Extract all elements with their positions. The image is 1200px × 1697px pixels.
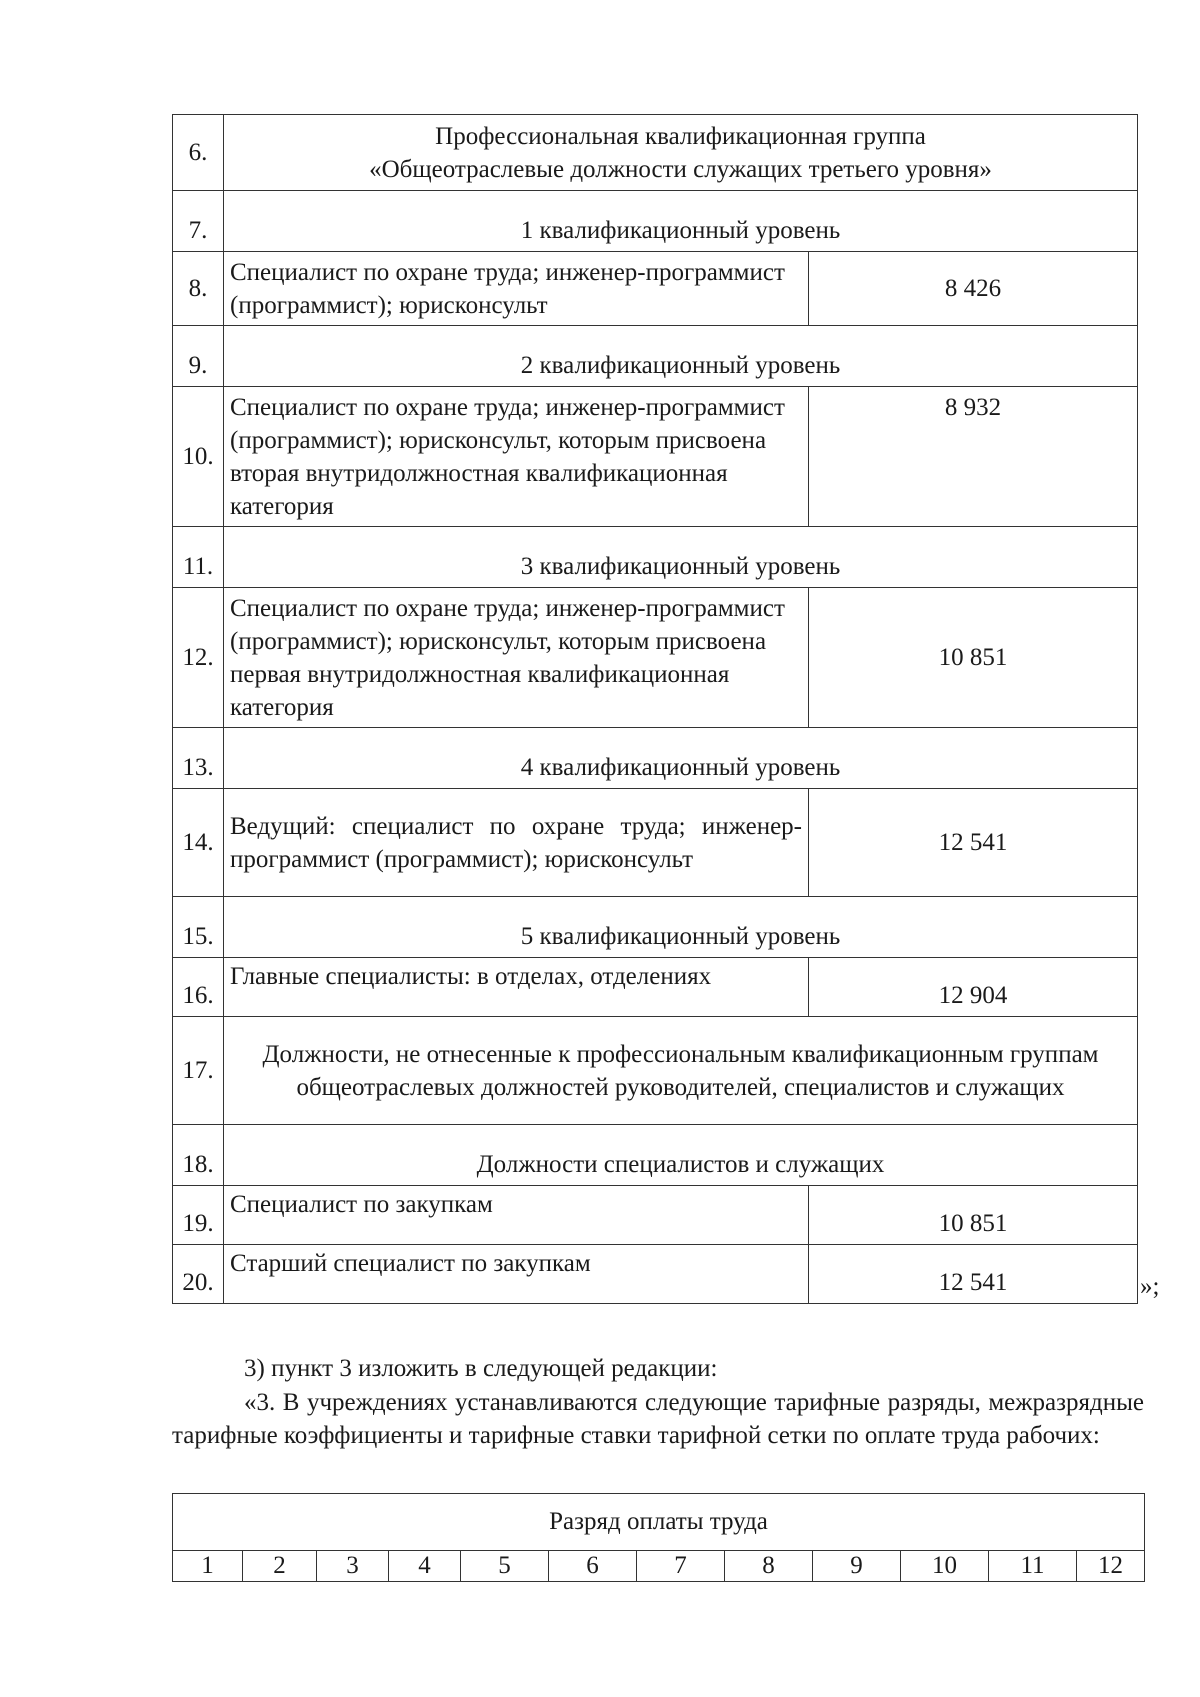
level-header: 4 квалификационный уровень	[224, 728, 1138, 789]
group-header	[224, 115, 1138, 191]
table-row	[173, 191, 1138, 252]
header-line: Профессиональная квалификационная группа	[435, 122, 926, 150]
grade-table-caption: Разряд оплаты труда	[173, 1494, 1145, 1551]
group-header: Должности, не отнесенные к профессиональным квалификационным группам общеотраслевых должностей руководителей, специалистов и служащих	[224, 1017, 1138, 1125]
row-number: 11.	[173, 527, 224, 588]
table-row	[173, 1125, 1138, 1186]
row-number: 16.	[173, 958, 224, 1017]
header-line: «Общеотраслевые должности служащих третьего уровня»	[369, 155, 992, 183]
table-row	[173, 326, 1138, 387]
table-row	[173, 897, 1138, 958]
grade-cell: 4	[389, 1551, 461, 1582]
closing-quote: »;	[1140, 1273, 1160, 1300]
row-number: 6.	[173, 115, 224, 191]
salary-table	[172, 114, 1138, 1304]
level-header: 2 квалификационный уровень	[224, 326, 1138, 387]
grade-cell: 2	[243, 1551, 317, 1582]
row-number: 15.	[173, 897, 224, 958]
grade-cell: 1	[173, 1551, 243, 1582]
position-description: Специалист по охране труда; инженер-программист (программист); юрисконсульт, которым присвоена вторая внутридолжностная квалификационная категория	[224, 387, 809, 527]
grade-cell: 9	[813, 1551, 901, 1582]
position-description: Специалист по охране труда; инженер-программист (программист); юрисконсульт	[224, 252, 809, 326]
position-description: Главные специалисты: в отделах, отделениях	[224, 958, 809, 1017]
position-description: Старший специалист по закупкам	[224, 1245, 809, 1304]
row-number: 20.	[173, 1245, 224, 1304]
grade-cell: 11	[989, 1551, 1077, 1582]
level-header: 3 квалификационный уровень	[224, 527, 1138, 588]
table-row	[173, 789, 1138, 897]
table-row	[173, 1551, 1145, 1582]
row-number: 12.	[173, 588, 224, 728]
table-row	[173, 1186, 1138, 1245]
row-number: 8.	[173, 252, 224, 326]
level-header: Должности специалистов и служащих	[224, 1125, 1138, 1186]
row-number: 19.	[173, 1186, 224, 1245]
row-number: 17.	[173, 1017, 224, 1125]
salary-value: 12 541	[809, 789, 1138, 897]
table-row	[173, 588, 1138, 728]
table-row	[173, 387, 1138, 527]
paragraph-amendment: 3) пункт 3 изложить в следующей редакции:	[244, 1355, 718, 1382]
grade-cell: 12	[1077, 1551, 1145, 1582]
position-description: Специалист по охране труда; инженер-программист (программист); юрисконсульт, которым присвоена первая внутридолжностная квалификационная категория	[224, 588, 809, 728]
grade-cell: 7	[637, 1551, 725, 1582]
grade-cell: 3	[317, 1551, 389, 1582]
row-number: 14.	[173, 789, 224, 897]
row-number: 18.	[173, 1125, 224, 1186]
grade-table	[172, 1493, 1145, 1582]
row-number: 7.	[173, 191, 224, 252]
row-number: 10.	[173, 387, 224, 527]
grade-cell: 5	[461, 1551, 549, 1582]
position-description: Специалист по закупкам	[224, 1186, 809, 1245]
salary-value: 10 851	[809, 588, 1138, 728]
table-row	[173, 115, 1138, 191]
table-row	[173, 527, 1138, 588]
paragraph-clause-3: «3. В учреждениях устанавливаются следующие тарифные разряды, межразрядные тарифные коэффициенты и тарифные ставки тарифной сетки по оплате труда рабочих:	[172, 1389, 1144, 1449]
row-number: 9.	[173, 326, 224, 387]
grade-cell: 10	[901, 1551, 989, 1582]
table-row	[173, 958, 1138, 1017]
row-number: 13.	[173, 728, 224, 789]
level-header: 5 квалификационный уровень	[224, 897, 1138, 958]
grade-cell: 6	[549, 1551, 637, 1582]
table-row	[173, 252, 1138, 326]
position-description: Ведущий: специалист по охране труда; инженер-программист (программист); юрисконсульт	[224, 789, 809, 897]
salary-value: 8 932	[809, 387, 1138, 527]
salary-value: 12 541	[809, 1245, 1138, 1304]
grade-cell: 8	[725, 1551, 813, 1582]
table-row	[173, 1017, 1138, 1125]
table-row	[173, 1245, 1138, 1304]
table-row	[173, 728, 1138, 789]
salary-value: 8 426	[809, 252, 1138, 326]
level-header: 1 квалификационный уровень	[224, 191, 1138, 252]
salary-value: 12 904	[809, 958, 1138, 1017]
salary-value: 10 851	[809, 1186, 1138, 1245]
